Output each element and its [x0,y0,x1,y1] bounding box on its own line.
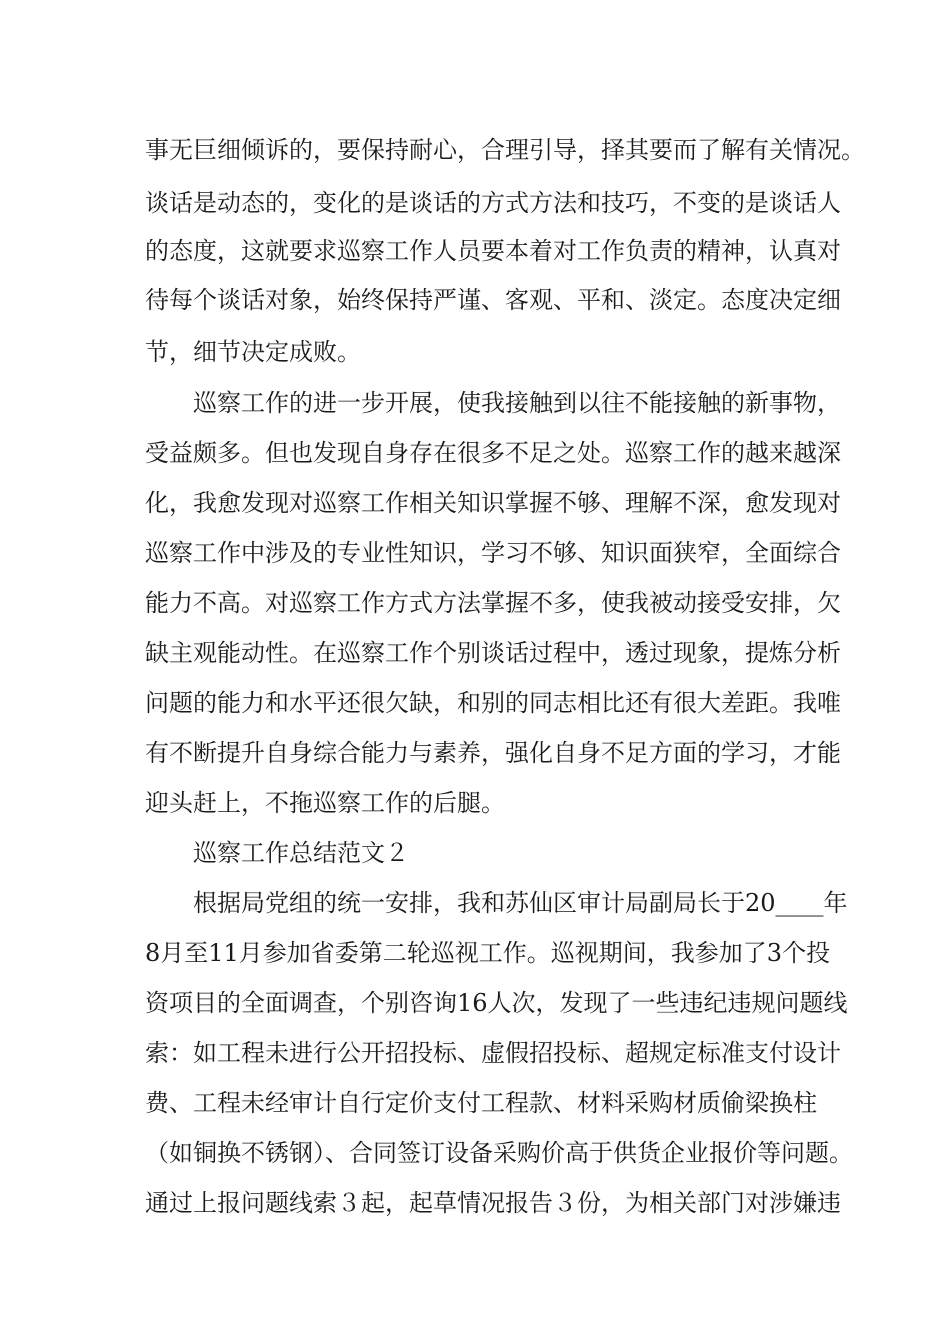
text-line: 巡察工作中涉及的专业性知识，学习不够、知识面狭窄，全面综合 [145,539,841,567]
text-line: （如铜换不锈钢）、合同签订设备采购价高于供货企业报价等问题。 [145,1139,853,1167]
text-line: 索：如工程未进行公开招投标、虚假招投标、超规定标准支付设计 [145,1039,841,1067]
text-line: 待每个谈话对象，始终保持严谨、客观、平和、淡定。态度决定细 [145,286,841,314]
text-line: 8月至11月参加省委第二轮巡视工作。巡视期间，我参加了3个投 [145,939,831,967]
text-line: 的态度，这就要求巡察工作人员要本着对工作负责的精神，认真对 [145,237,841,265]
text-line: 迎头赶上，不拖巡察工作的后腿。 [145,789,505,817]
text-line: 受益颇多。但也发现自身存在很多不足之处。巡察工作的越来越深 [145,439,841,467]
text-line: 缺主观能动性。在巡察工作个别谈话过程中，透过现象，提炼分析 [145,639,841,667]
section-heading: 巡察工作总结范文２ [193,839,409,867]
text-line: 资项目的全面调查，个别咨询16人次，发现了一些违纪违规问题线 [145,989,848,1017]
text-line: 化，我愈发现对巡察工作相关知识掌握不够、理解不深，愈发现对 [145,489,841,517]
text-line: 巡察工作的进一步开展，使我接触到以往不能接触的新事物， [193,389,841,417]
text-line: 费、工程未经审计自行定价支付工程款、材料采购材质偷梁换柱 [145,1089,817,1117]
text-line: 通过上报问题线索３起，起草情况报告３份，为相关部门对涉嫌违 [145,1189,841,1217]
text-line: 节，细节决定成败。 [145,338,361,366]
text-line: 问题的能力和水平还很欠缺，和别的同志相比还有很大差距。我唯 [145,689,841,717]
text-line: 有不断提升自身综合能力与素养，强化自身不足方面的学习，才能 [145,739,841,767]
text-line: 事无巨细倾诉的，要保持耐心，合理引导，择其要而了解有关情况。 [145,136,865,164]
text-line: 能力不高。对巡察工作方式方法掌握不多，使我被动接受安排，欠 [145,589,841,617]
text-line: 根据局党组的统一安排，我和苏仙区审计局副局长于20____年 [193,889,848,917]
text-line: 谈话是动态的，变化的是谈话的方式方法和技巧，不变的是谈话人 [145,189,841,217]
